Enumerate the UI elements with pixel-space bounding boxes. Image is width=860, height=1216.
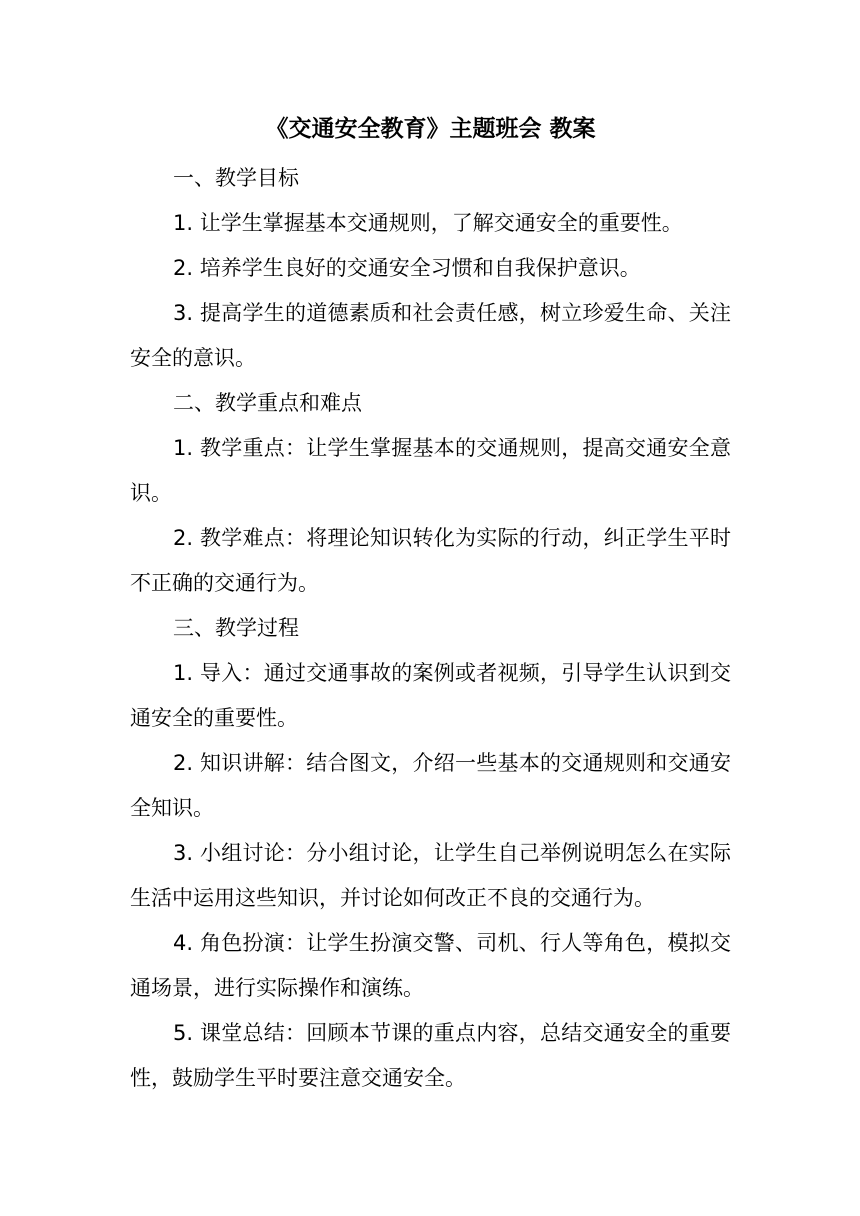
document-body xyxy=(130,156,731,1101)
key-point-item-2: 2. 教学难点：将理论知识转化为实际的行动，纠正学生平时不正确的交通行为。 xyxy=(130,526,731,595)
process-item-2: 2. 知识讲解：结合图文，介绍一些基本的交通规则和交通安全知识。 xyxy=(130,751,731,820)
section-heading-objectives: 一、教学目标 xyxy=(173,166,299,190)
key-point-item-1: 1. 教学重点：让学生掌握基本的交通规则，提高交通安全意识。 xyxy=(130,436,731,505)
section-heading-key-points: 二、教学重点和难点 xyxy=(173,391,362,415)
process-item-5: 5. 课堂总结：回顾本节课的重点内容，总结交通安全的重要性，鼓励学生平时要注意交通安全。 xyxy=(130,1021,731,1090)
objective-item-3: 3. 提高学生的道德素质和社会责任感，树立珍爱生命、关注安全的意识。 xyxy=(130,301,731,370)
objective-item-2: 2. 培养学生良好的交通安全习惯和自我保护意识。 xyxy=(173,256,641,280)
process-item-3: 3. 小组讨论：分小组讨论，让学生自己举例说明怎么在实际生活中运用这些知识，并讨论如何改正不良的交通行为。 xyxy=(130,841,731,910)
process-item-1: 1. 导入：通过交通事故的案例或者视频，引导学生认识到交通安全的重要性。 xyxy=(130,661,731,730)
objective-item-1: 1. 让学生掌握基本交通规则，了解交通安全的重要性。 xyxy=(173,211,683,235)
section-heading-process: 三、教学过程 xyxy=(173,616,299,640)
process-item-4: 4. 角色扮演：让学生扮演交警、司机、行人等角色，模拟交通场景，进行实际操作和演练。 xyxy=(130,931,731,1000)
document-title: 《交通安全教育》主题班会 教案 xyxy=(265,116,596,142)
